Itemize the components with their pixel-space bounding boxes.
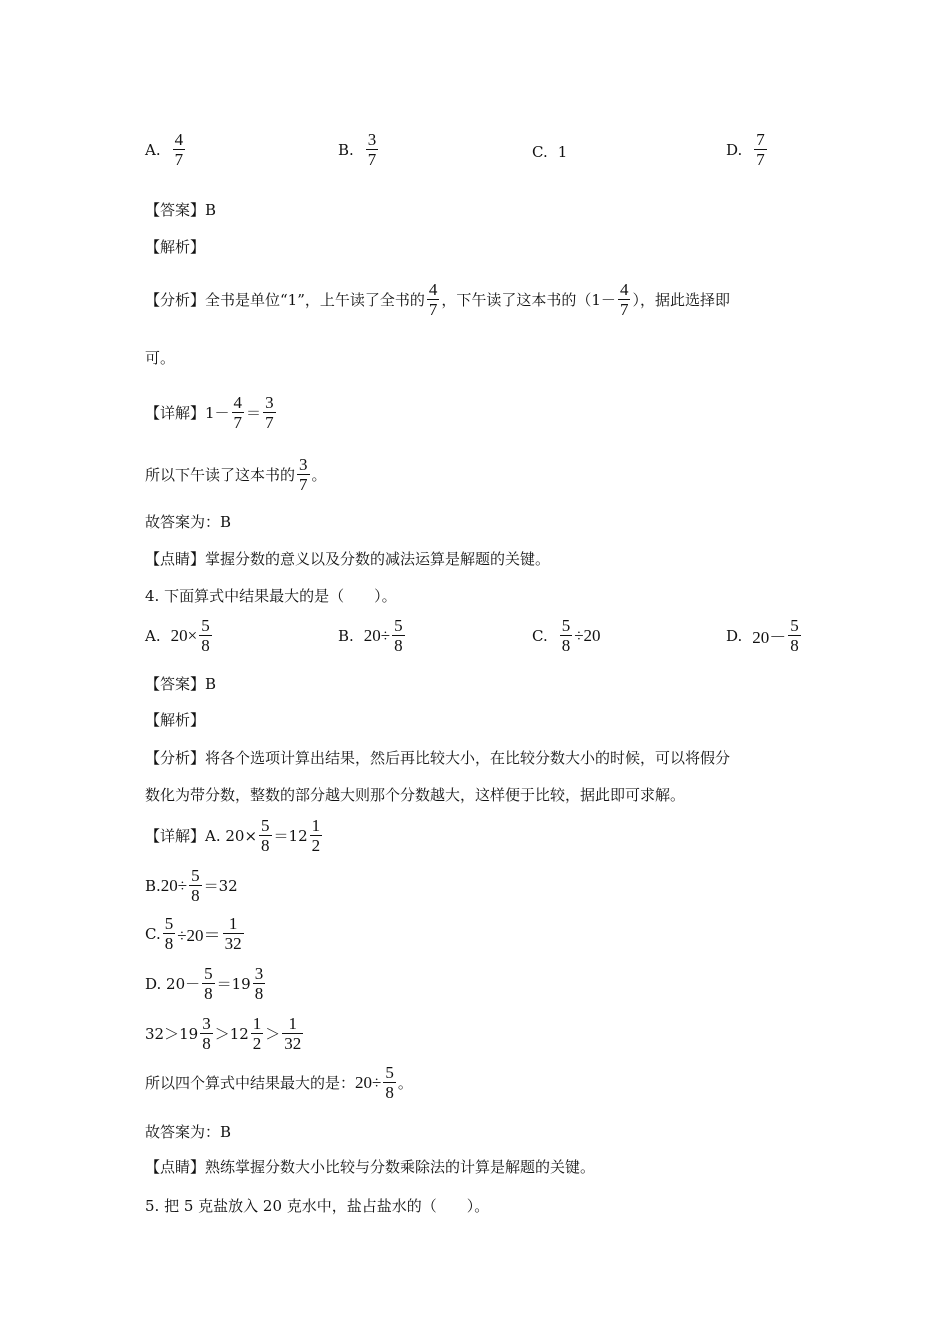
q4-option-a: A. 20× $\frac{5}{8}$ — [145, 616, 210, 655]
fraction: $\frac{4}{7}$ — [233, 393, 243, 432]
q4-detail-a: 【详解】A. 20× $\frac{5}{8}$ ＝12 $\frac{1}{2}$ — [145, 816, 321, 855]
option-label: A. — [145, 140, 161, 159]
q3-final: 故答案为：B — [145, 513, 232, 531]
fraction: $\frac{3}{7}$ — [265, 393, 274, 432]
option-label: B. — [338, 140, 354, 159]
fraction: $\frac{4}{7}$ — [619, 280, 629, 319]
q3-so: 所以下午读了这本书的 $\frac{3}{7}$ 。 — [145, 455, 327, 494]
q4-option-b: B. 20÷ $\frac{5}{8}$ — [338, 616, 403, 655]
q4-jiexi: 【解析】 — [145, 711, 206, 729]
fraction: $\frac{4}{7}$ — [428, 280, 438, 319]
fraction: $\frac{5}{8}$ — [261, 816, 270, 855]
q3-option-a — [145, 130, 187, 169]
q5-stem: 5. 把 5 克盐放入 20 克水中，盐占盐水的（ ）。 — [145, 1197, 490, 1215]
fraction: $\frac{5}{8}$ — [561, 616, 571, 655]
fraction: $\frac{3}{8}$ — [202, 1014, 211, 1053]
q3-detail: 【详解】1－ $\frac{4}{7}$ ＝ $\frac{3}{7}$ — [145, 393, 274, 432]
q4-option-c: C. $\frac{5}{8}$ ÷20 — [532, 616, 601, 655]
fraction: $\frac{5}{8}$ — [790, 616, 799, 655]
q4-answer: 【答案】B — [145, 675, 217, 693]
fraction: $\frac{3}{7}$ — [367, 130, 377, 169]
fraction: $\frac{3}{7}$ — [299, 455, 308, 494]
q3-analysis: 【分析】全书是单位“1”，上午读了全书的 $\frac{4}{7}$ ，下午读了这本书的（1－ $\frac{4}{7}$ ），据此选择即 — [145, 280, 730, 319]
q4-detail-b: B. 20÷ $\frac{5}{8}$ ＝32 — [145, 866, 238, 905]
option-label: B. — [338, 626, 354, 645]
q3-answer: 【答案】B — [145, 201, 217, 219]
q4-detail-c: C. $\frac{5}{8}$ ÷20＝ $\frac{1}{32}$ — [145, 914, 242, 953]
q4-so: 所以四个算式中结果最大的是： 20÷ $\frac{5}{8}$ 。 — [145, 1063, 413, 1102]
q4-analysis-line2: 数化为带分数，整数的部分越大则那个分数越大，这样便于比较，据此即可求解。 — [145, 786, 686, 804]
q4-analysis-line1: 【分析】将各个选项计算出结果，然后再比较大小，在比较分数大小的时候，可以将假分 — [145, 749, 731, 767]
q4-final: 故答案为：B — [145, 1123, 232, 1141]
q4-compare: 32＞19 $\frac{3}{8}$ ＞12 $\frac{1}{2}$ ＞ $\frac{1}{32}$ — [145, 1014, 302, 1053]
fraction: $\frac{5}{8}$ — [201, 616, 210, 655]
q4-option-d: D. 20－ $\frac{5}{8}$ — [726, 616, 799, 655]
q4-tip: 【点睛】熟练掌握分数大小比较与分数乘除法的计算是解题的关键。 — [145, 1158, 596, 1176]
fraction: $\frac{1}{2}$ — [311, 816, 321, 855]
fraction: $\frac{4}{7}$ — [174, 130, 184, 169]
q4-stem: 4. 下面算式中结果最大的是（ ）。 — [145, 587, 397, 605]
q3-option-d — [726, 130, 769, 169]
q3-option-c — [532, 143, 567, 161]
q3-tip: 【点睛】掌握分数的意义以及分数的减法运算是解题的关键。 — [145, 550, 551, 568]
q4-detail-d: D. 20－ $\frac{5}{8}$ ＝19 $\frac{3}{8}$ — [145, 964, 264, 1003]
fraction: $\frac{5}{8}$ — [164, 914, 174, 953]
fraction: $\frac{3}{8}$ — [254, 964, 264, 1003]
option-label: A. — [145, 626, 161, 645]
option-label: C. — [532, 626, 548, 645]
fraction: $\frac{5}{8}$ — [191, 866, 200, 905]
fraction: $\frac{5}{8}$ — [204, 964, 213, 1003]
fraction: $\frac{1}{32}$ — [224, 914, 242, 953]
option-value: 1 — [557, 143, 568, 161]
fraction: $\frac{1}{2}$ — [252, 1014, 262, 1053]
option-label: C. — [532, 143, 548, 161]
fraction: $\frac{1}{32}$ — [284, 1014, 302, 1053]
q3-jiexi: 【解析】 — [145, 238, 206, 256]
q3-option-b — [338, 130, 380, 169]
fraction: $\frac{5}{8}$ — [394, 616, 403, 655]
fraction: $\frac{7}{7}$ — [756, 130, 765, 169]
option-label: D. — [726, 626, 743, 645]
fraction: $\frac{5}{8}$ — [385, 1063, 394, 1102]
q3-analysis-line2: 可。 — [145, 349, 176, 367]
option-label: D. — [726, 140, 743, 159]
